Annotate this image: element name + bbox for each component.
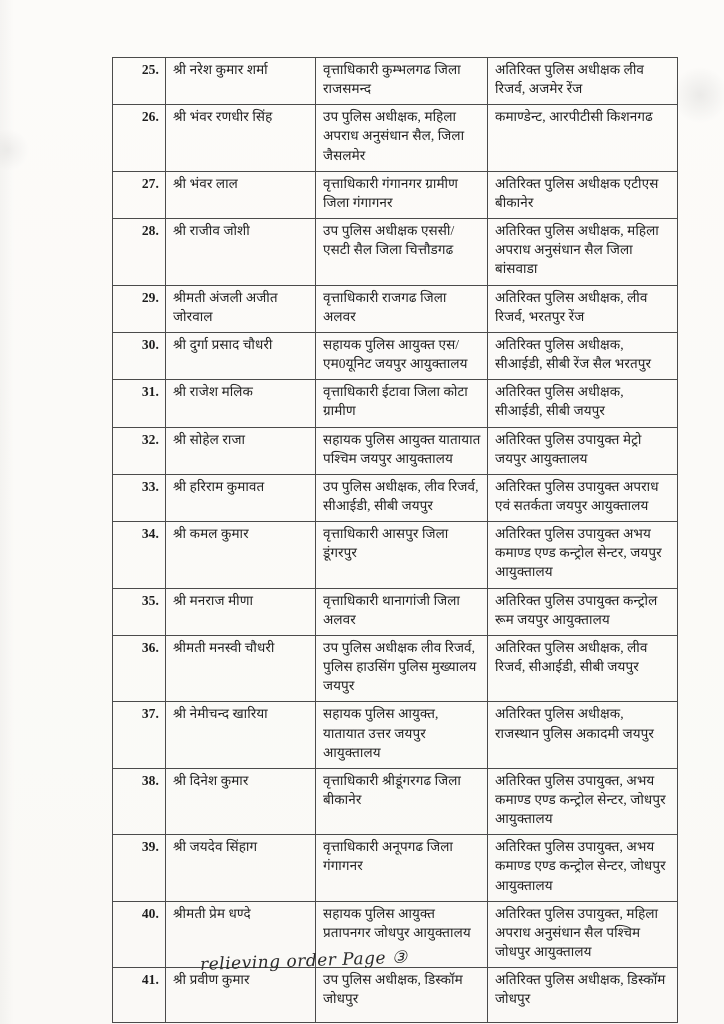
table-row	[113, 474, 678, 521]
table-row	[113, 427, 678, 474]
new-post-cell: अतिरिक्त पुलिस अधीक्षक, राजस्थान पुलिस अकादमी जयपुर	[488, 702, 678, 768]
officer-transfer-table	[112, 57, 678, 1023]
serial-number-cell: 25.	[113, 58, 166, 105]
table-row	[113, 835, 678, 901]
table-row	[113, 702, 678, 768]
serial-number-cell: 32.	[113, 427, 166, 474]
officer-name-cell: श्री भंवर लाल	[166, 171, 316, 218]
current-post-cell: उप पुलिस अधीक्षक, डिस्कॉम जोधपुर	[316, 968, 488, 1023]
table-row	[113, 522, 678, 588]
current-post-cell: वृत्ताधिकारी आसपुर जिला डूंगरपुर	[316, 522, 488, 588]
new-post-cell: अतिरिक्त पुलिस उपायुक्त, अभय कमाण्ड एण्ड कन्ट्रोल सेन्टर, जोधपुर आयुक्तालय	[488, 835, 678, 901]
serial-number-cell: 37.	[113, 702, 166, 768]
table-row	[113, 58, 678, 105]
new-post-cell: अतिरिक्त पुलिस अधीक्षक, लीव रिजर्व, सीआईडी, सीबी जयपुर	[488, 635, 678, 701]
current-post-cell: सहायक पुलिस आयुक्त, यातायात उत्तर जयपुर आयुक्तालय	[316, 702, 488, 768]
serial-number-cell: 31.	[113, 380, 166, 427]
current-post-cell: वृत्ताधिकारी गंगानगर ग्रामीण जिला गंगागनर	[316, 171, 488, 218]
officer-name-cell: श्री जयदेव सिंहाग	[166, 835, 316, 901]
serial-number-cell: 39.	[113, 835, 166, 901]
serial-number-cell: 38.	[113, 768, 166, 834]
serial-number-cell: 35.	[113, 588, 166, 635]
officer-name-cell: श्री भंवर रणधीर सिंह	[166, 105, 316, 171]
new-post-cell: अतिरिक्त पुलिस अधीक्षक लीव रिजर्व, अजमेर रेंज	[488, 58, 678, 105]
officer-name-cell: श्री दुर्गा प्रसाद चौधरी	[166, 332, 316, 379]
table-row	[113, 588, 678, 635]
officer-name-cell: श्री मनराज मीणा	[166, 588, 316, 635]
handwritten-note: relieving order Page ③	[199, 947, 408, 975]
officer-name-cell: श्री सोहेल राजा	[166, 427, 316, 474]
serial-number-cell: 33.	[113, 474, 166, 521]
officer-name-cell: श्रीमती मनस्वी चौधरी	[166, 635, 316, 701]
current-post-cell: वृत्ताधिकारी श्रीडूंगरगढ जिला बीकानेर	[316, 768, 488, 834]
new-post-cell: अतिरिक्त पुलिस अधीक्षक, लीव रिजर्व, भरतपुर रेंज	[488, 285, 678, 332]
officer-name-cell: श्री नेमीचन्द खारिया	[166, 702, 316, 768]
new-post-cell: अतिरिक्त पुलिस अधीक्षक, सीआईडी, सीबी रेंज सैल भरतपुर	[488, 332, 678, 379]
current-post-cell: वृत्ताधिकारी राजगढ जिला अलवर	[316, 285, 488, 332]
current-post-cell: उप पुलिस अधीक्षक, लीव रिजर्व, सीआईडी, सीबी जयपुर	[316, 474, 488, 521]
table-body	[113, 58, 678, 1023]
serial-number-cell: 36.	[113, 635, 166, 701]
officer-name-cell: श्री राजीव जोशी	[166, 219, 316, 285]
new-post-cell: अतिरिक्त पुलिस उपायुक्त अभय कमाण्ड एण्ड कन्ट्रोल सेन्टर, जयपुर आयुक्तालय	[488, 522, 678, 588]
serial-number-cell: 28.	[113, 219, 166, 285]
current-post-cell: वृत्ताधिकारी थानागांजी जिला अलवर	[316, 588, 488, 635]
current-post-cell: सहायक पुलिस आयुक्त यातायात पश्चिम जयपुर आयुक्तालय	[316, 427, 488, 474]
officer-name-cell: श्री नरेश कुमार शर्मा	[166, 58, 316, 105]
table-row	[113, 968, 678, 1023]
current-post-cell: वृत्ताधिकारी ईटावा जिला कोटा ग्रामीण	[316, 380, 488, 427]
new-post-cell: अतिरिक्त पुलिस उपायुक्त मेट्रो जयपुर आयुक्तालय	[488, 427, 678, 474]
officer-name-cell: श्री दिनेश कुमार	[166, 768, 316, 834]
current-post-cell: उप पुलिस अधीक्षक लीव रिजर्व, पुलिस हाउसिंग पुलिस मुख्यालय जयपुर	[316, 635, 488, 701]
new-post-cell: अतिरिक्त पुलिस अधीक्षक, डिस्कॉम जोधपुर	[488, 968, 678, 1023]
serial-number-cell: 30.	[113, 332, 166, 379]
officer-name-cell: श्री कमल कुमार	[166, 522, 316, 588]
table-row	[113, 171, 678, 218]
serial-number-cell: 34.	[113, 522, 166, 588]
table-row	[113, 768, 678, 834]
serial-number-cell: 29.	[113, 285, 166, 332]
serial-number-cell: 27.	[113, 171, 166, 218]
serial-number-cell: 41.	[113, 968, 166, 1023]
new-post-cell: अतिरिक्त पुलिस उपायुक्त कन्ट्रोल रूम जयपुर आयुक्तालय	[488, 588, 678, 635]
current-post-cell: सहायक पुलिस आयुक्त प्रतापनगर जोधपुर आयुक्तालय	[316, 901, 488, 967]
current-post-cell: उप पुलिस अधीक्षक एससी/एसटी सैल जिला चित्तौडगढ	[316, 219, 488, 285]
new-post-cell: अतिरिक्त पुलिस अधीक्षक एटीएस बीकानेर	[488, 171, 678, 218]
new-post-cell: कमाण्डेन्ट, आरपीटीसी किशनगढ	[488, 105, 678, 171]
serial-number-cell: 40.	[113, 901, 166, 967]
officer-name-cell: श्री राजेश मलिक	[166, 380, 316, 427]
officer-name-cell: श्रीमती प्रेम धण्दे	[166, 901, 316, 967]
new-post-cell: अतिरिक्त पुलिस उपायुक्त अपराध एवं सतर्कता जयपुर आयुक्तालय	[488, 474, 678, 521]
new-post-cell: अतिरिक्त पुलिस उपायुक्त, महिला अपराध अनुसंधान सैल पश्चिम जोधपुर आयुक्तालय	[488, 901, 678, 967]
current-post-cell: वृत्ताधिकारी कुम्भलगढ जिला राजसमन्द	[316, 58, 488, 105]
table-row	[113, 105, 678, 171]
table-row	[113, 635, 678, 701]
table-row	[113, 219, 678, 285]
table-row	[113, 332, 678, 379]
officer-name-cell: श्रीमती अंजली अजीत जोरवाल	[166, 285, 316, 332]
table-row	[113, 380, 678, 427]
current-post-cell: वृत्ताधिकारी अनूपगढ जिला गंगागनर	[316, 835, 488, 901]
current-post-cell: सहायक पुलिस आयुक्त एस/एम0यूनिट जयपुर आयुक्तालय	[316, 332, 488, 379]
officer-name-cell: श्री हरिराम कुमावत	[166, 474, 316, 521]
table-row	[113, 285, 678, 332]
new-post-cell: अतिरिक्त पुलिस अधीक्षक, महिला अपराध अनुसंधान सैल जिला बांसवाडा	[488, 219, 678, 285]
new-post-cell: अतिरिक्त पुलिस अधीक्षक, सीआईडी, सीबी जयपुर	[488, 380, 678, 427]
new-post-cell: अतिरिक्त पुलिस उपायुक्त, अभय कमाण्ड एण्ड कन्ट्रोल सेन्टर, जोधपुर आयुक्तालय	[488, 768, 678, 834]
officer-name-cell: श्री प्रवीण कुमार	[166, 968, 316, 1023]
serial-number-cell: 26.	[113, 105, 166, 171]
current-post-cell: उप पुलिस अधीक्षक, महिला अपराध अनुसंधान सैल, जिला जैसलमेर	[316, 105, 488, 171]
